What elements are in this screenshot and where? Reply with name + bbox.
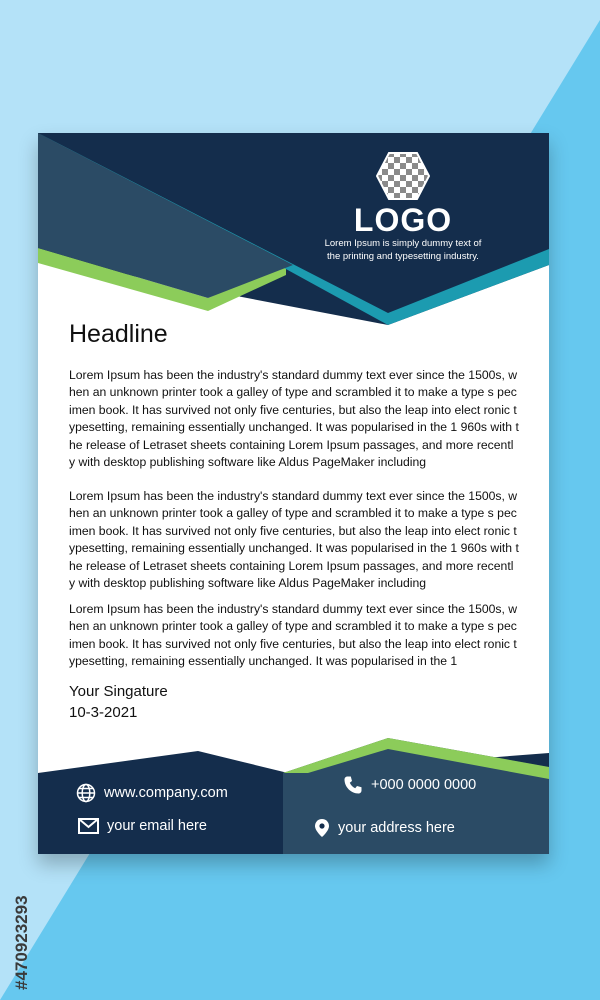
- checker-hexagon-icon: [376, 151, 430, 201]
- contact-phone[interactable]: [343, 775, 476, 795]
- letterhead-page: [38, 133, 549, 854]
- website-text: www.company.com: [104, 785, 228, 801]
- stock-id-text: #470923293: [12, 895, 31, 990]
- signature-block: [69, 681, 168, 723]
- signature-date: 10-3-2021: [69, 704, 138, 721]
- phone-text: +000 0000 0000: [371, 777, 477, 793]
- signature-label: Your Singature: [69, 683, 168, 700]
- body-paragraph: Lorem Ipsum has been the industry's standard dummy text ever since the 1500s, when an unknown printer took a galley of type and scrambled it to make a type s pecimen book. It has survived not only five centuries, but also the leap into elect ronic typesetting, remaining essentially unchanged. It was popularised in the 1 960s with the release of Letraset sheets containing Lorem Ipsum passages, and more recently with desktop publishing software like Aldus PageMaker including: [69, 368, 519, 470]
- contact-website[interactable]: [76, 783, 228, 803]
- stock-id-tag: [12, 760, 32, 990]
- globe-icon: [76, 783, 96, 803]
- headline: Headline: [69, 320, 168, 348]
- logo: [308, 151, 498, 237]
- email-text: your email here: [107, 818, 207, 834]
- contact-email[interactable]: [78, 818, 207, 834]
- body-paragraph: Lorem Ipsum has been the industry's standard dummy text ever since the 1500s, when an unknown printer took a galley of type and scrambled it to make a type s pecimen book. It has survived not only five centuries, but also the leap into elect ronic typesetting, remaining essentially unchanged. It was popularised in the 1 960s with the release of Letraset sheets containing Lorem Ipsum passages, and more recently with desktop publishing software like Aldus PageMaker including: [69, 489, 519, 591]
- contact-address[interactable]: [314, 818, 455, 838]
- location-pin-icon: [314, 818, 330, 838]
- mail-icon: [78, 818, 99, 834]
- address-text: your address here: [338, 820, 455, 836]
- logo-tagline: Lorem Ipsum is simply dummy text of the printing and typesetting industry.: [324, 238, 482, 262]
- body-paragraph: Lorem Ipsum has been the industry's standard dummy text ever since the 1500s, when an unknown printer took a galley of type and scrambled it to make a type s pecimen book. It has survived not only five centuries, but also the leap into elect ronic typesetting, remaining essentially unchanged. It was popularised in the 1: [69, 602, 518, 669]
- phone-icon: [343, 775, 363, 795]
- logo-text: LOGO: [353, 202, 453, 238]
